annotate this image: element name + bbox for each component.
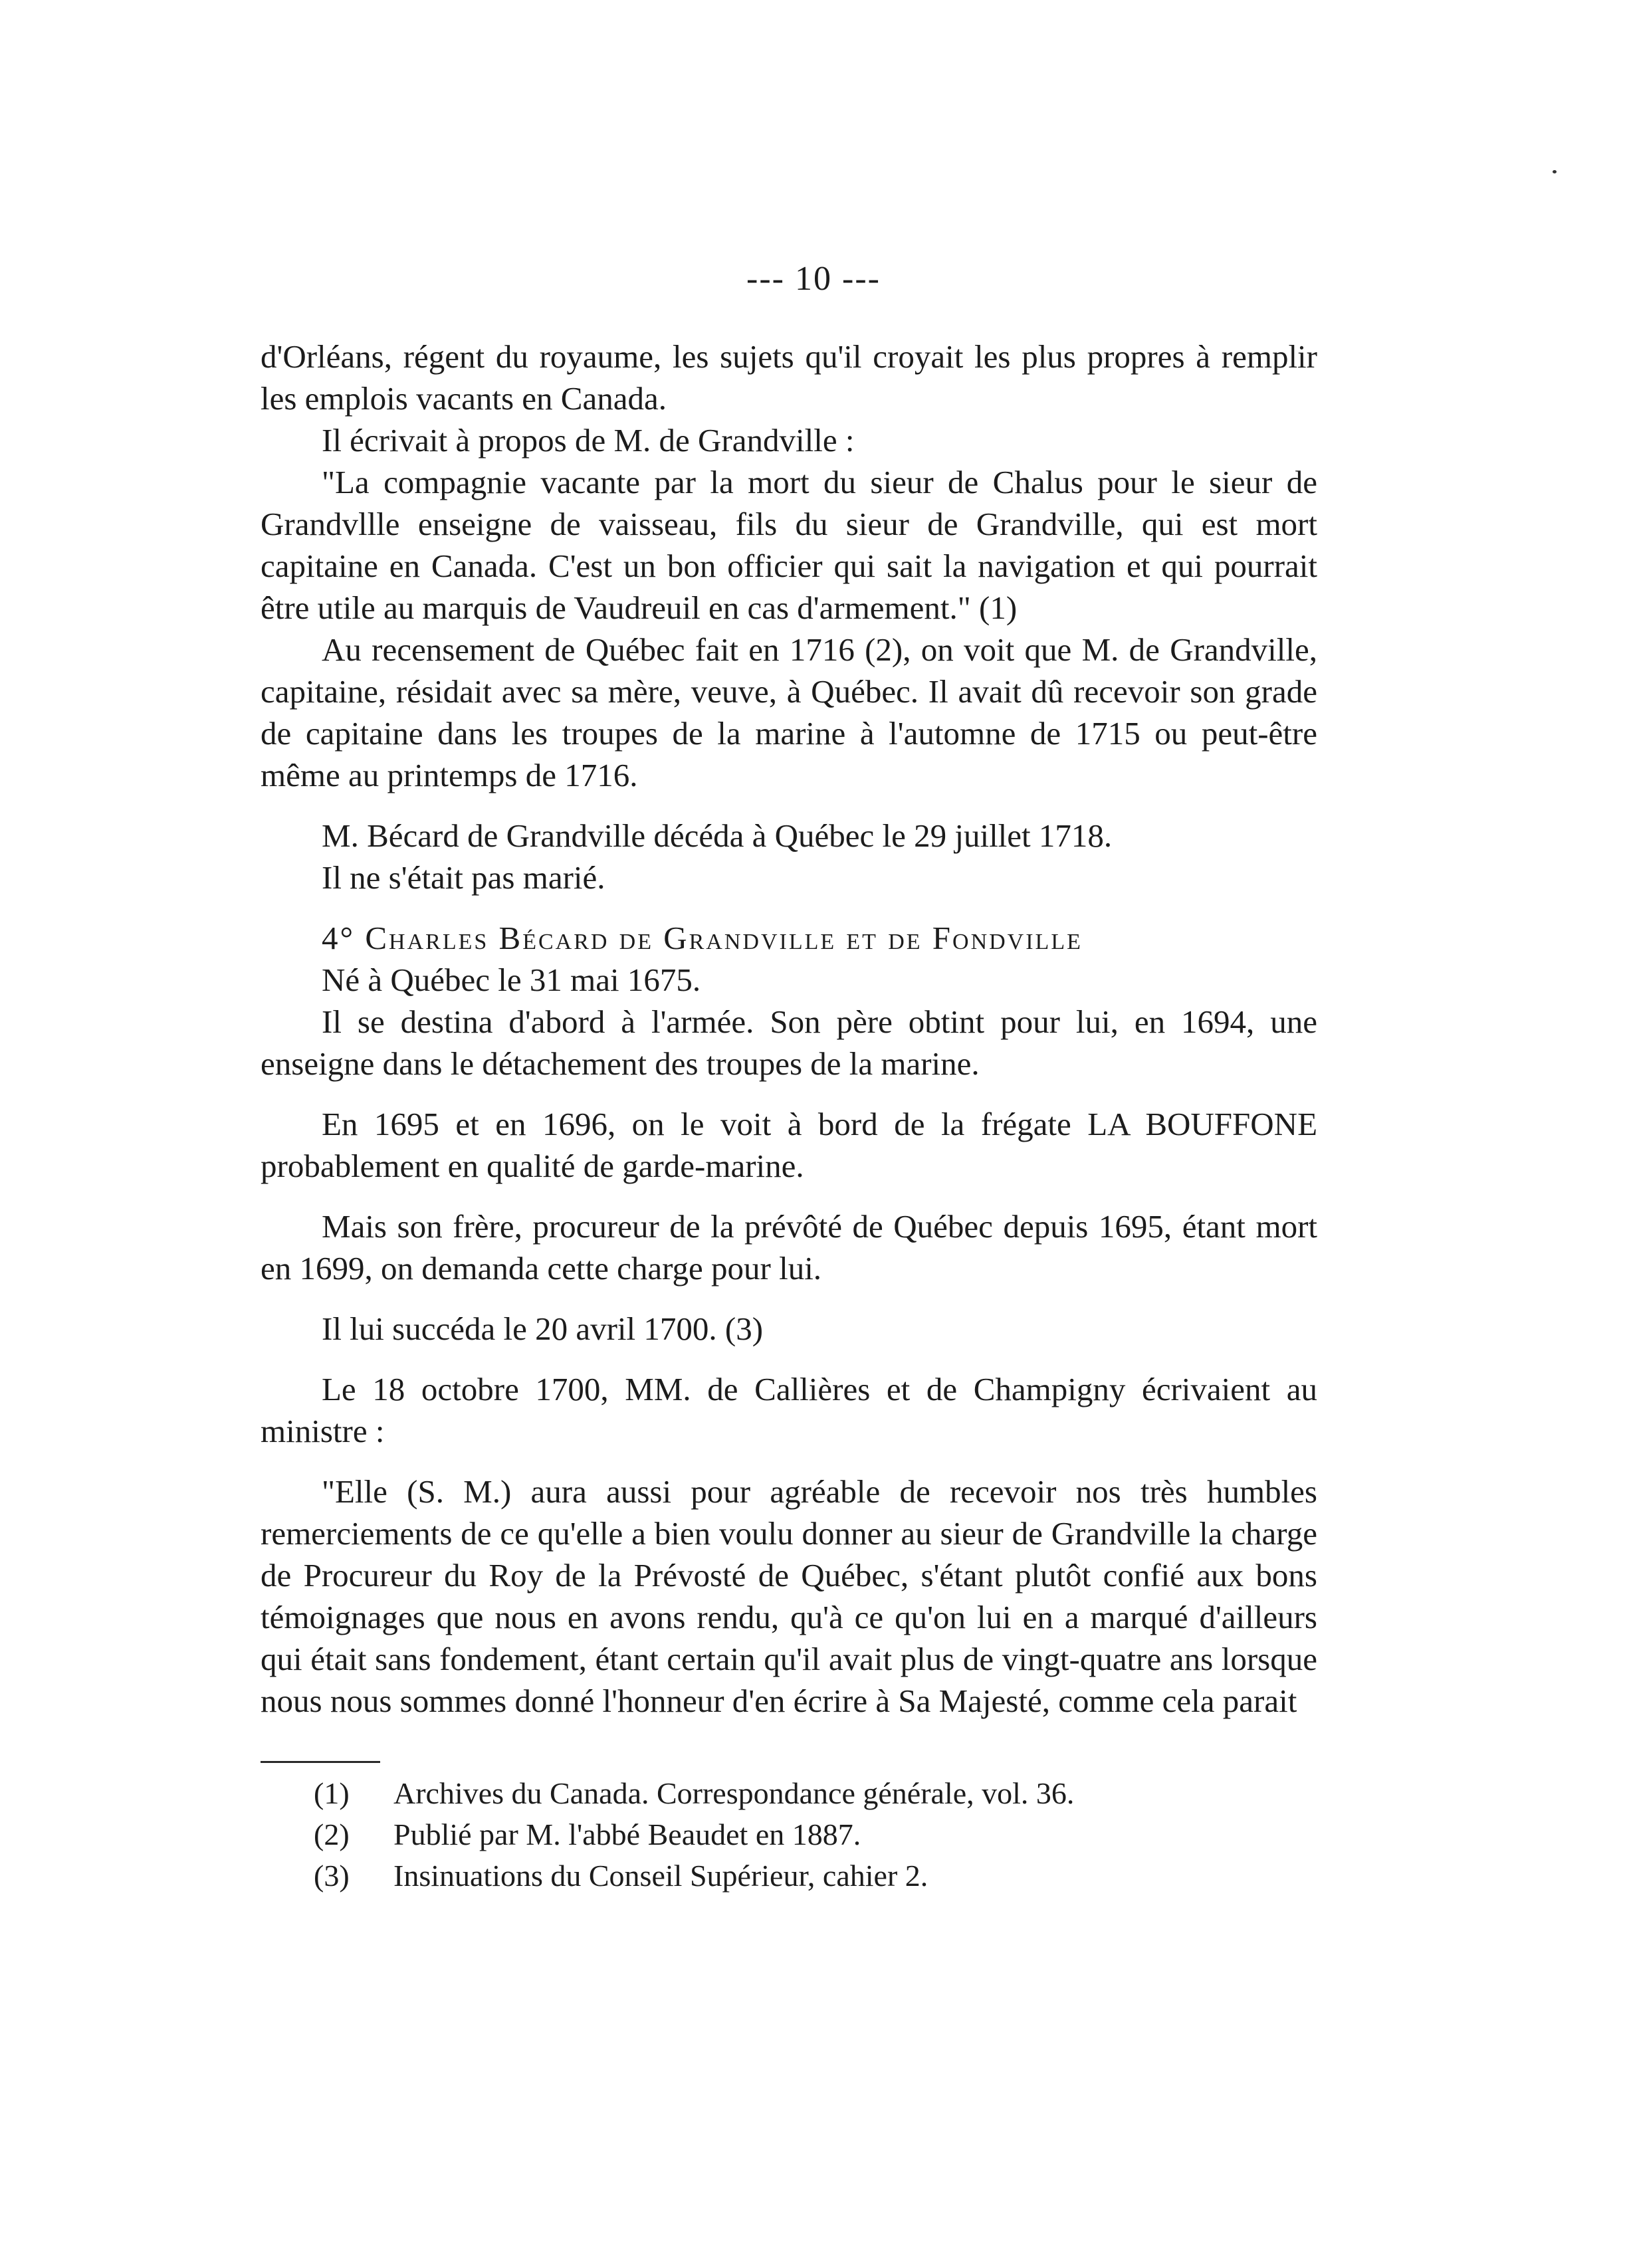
footnote-text: Publié par M. l'abbé Beaudet en 1887. bbox=[393, 1817, 861, 1851]
body-text bbox=[261, 336, 1317, 1722]
paragraph: Mais son frère, procureur de la prévôté de Québec depuis 1695, étant mort en 1699, on demanda cette charge pour lui. bbox=[261, 1208, 1317, 1287]
footnote-text: Insinuations du Conseil Supérieur, cahier 2. bbox=[393, 1859, 928, 1893]
paragraph: Le 18 octobre 1700, MM. de Callières et de Champigny écrivaient au ministre : bbox=[261, 1371, 1317, 1449]
paragraph: Il écrivait à propos de M. de Grandville : bbox=[322, 422, 855, 459]
footnote-number: (1) bbox=[314, 1776, 350, 1810]
footnote-rule bbox=[261, 1761, 380, 1763]
footnotes bbox=[314, 1773, 1311, 1897]
footnote bbox=[314, 1814, 1311, 1855]
paragraph: d'Orléans, régent du royaume, les sujets qu'il croyait les plus propres à remplir les emplois vacants en Canada. bbox=[261, 338, 1317, 417]
quoted-letter: "La compagnie vacante par la mort du sieur de Chalus pour le sieur de Grandvllle enseigne de vaisseau, fils du sieur de Grandville, qui est mort capitaine en Canada. C'est un bon officier qui sait la navigation et qui pourrait être utile au marquis de Vaudreuil en cas d'armement." (1) bbox=[261, 464, 1317, 626]
paragraph: En 1695 et en 1696, on le voit à bord de la frégate LA BOUFFONE probablement en qualité de garde-marine. bbox=[261, 1106, 1317, 1184]
paragraph: M. Bécard de Grandville décéda à Québec le 29 juillet 1718. bbox=[322, 817, 1113, 854]
footnote bbox=[314, 1855, 1311, 1897]
footnote-number: (2) bbox=[314, 1817, 350, 1851]
section-heading: 4° Charles Bécard de Grandville et de Fondville bbox=[322, 920, 1083, 956]
scan-speck bbox=[1553, 170, 1557, 173]
paragraph: Il lui succéda le 20 avril 1700. (3) bbox=[322, 1310, 764, 1347]
paragraph: Il se destina d'abord à l'armée. Son père obtint pour lui, en 1694, une enseigne dans le détachement des troupes de la marine. bbox=[261, 1003, 1317, 1082]
footnote-number: (3) bbox=[314, 1859, 350, 1893]
page-number: --- 10 --- bbox=[746, 260, 881, 298]
footnote bbox=[314, 1773, 1311, 1814]
paragraph: Né à Québec le 31 mai 1675. bbox=[322, 962, 701, 998]
paragraph: Il ne s'était pas marié. bbox=[322, 859, 605, 896]
footnote-text: Archives du Canada. Correspondance générale, vol. 36. bbox=[393, 1776, 1075, 1810]
paragraph: Au recensement de Québec fait en 1716 (2), on voit que M. de Grandville, capitaine, résidait avec sa mère, veuve, à Québec. Il avait dû recevoir son grade de capitaine dans les troupes de la marine à l'automne de 1715 ou peut-être même au printemps de 1716. bbox=[261, 631, 1317, 793]
quoted-letter: "Elle (S. M.) aura aussi pour agréable de recevoir nos très humbles remerciements de ce qu'elle a bien voulu donner au sieur de Grandville la charge de Procureur du Roy de la Prévosté de Québec, s'étant plutôt confié aux bons témoignages que nous en avons rendu, qu'à ce qu'on lui en a marqué d'ailleurs qui était sans fondement, étant certain qu'il avait plus de vingt-quatre ans lorsque nous nous sommes donné l'honneur d'en écrire à Sa Majesté, comme cela parait bbox=[261, 1473, 1317, 1719]
